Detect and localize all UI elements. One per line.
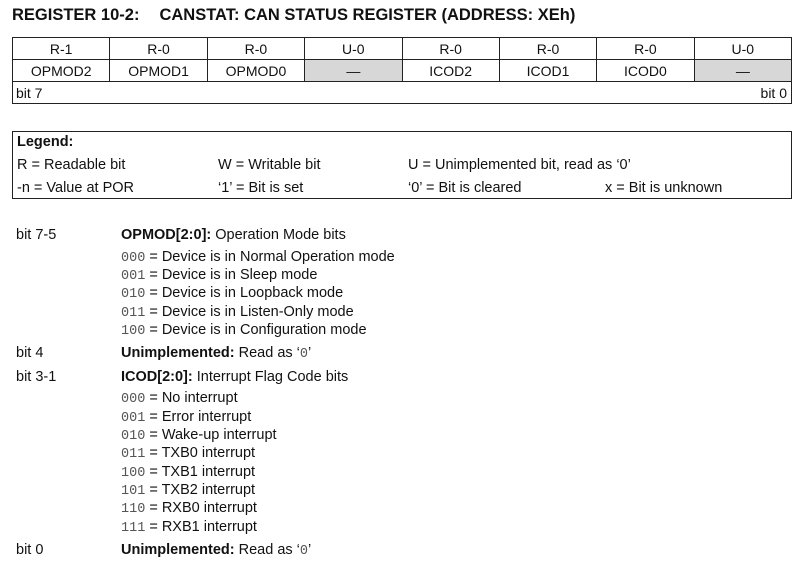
field-name: Unimplemented: [121, 345, 235, 361]
bit-name-cell-unimplemented: — [305, 60, 402, 82]
field-desc: Interrupt Flag Code bits [192, 369, 349, 385]
bit-high-label: bit 7 [16, 84, 43, 101]
legend-por: -n = Value at POR [17, 180, 134, 196]
legend-readable: R = Readable bit [17, 157, 126, 173]
field-name: OPMOD[2:0]: [121, 227, 212, 243]
bit-low-label: bit 0 [760, 84, 787, 101]
bit-label: bit 0 [16, 542, 44, 558]
access-cell: R-0 [207, 38, 304, 60]
bit-name-cell-unimplemented: — [694, 60, 791, 82]
bit-name-cell: ICOD2 [402, 60, 499, 82]
bit-label: bit 4 [16, 345, 44, 361]
register-bit-table [12, 37, 792, 104]
legend-header: Legend: [17, 134, 74, 150]
access-cell: U-0 [305, 38, 402, 60]
bit-name-cell: OPMOD0 [207, 60, 304, 82]
bit-name-row [13, 60, 792, 82]
register-title [12, 6, 575, 25]
register-name: CANSTAT: CAN STATUS REGISTER (ADDRESS: XEh) [159, 6, 576, 24]
bit-name-cell: OPMOD1 [110, 60, 207, 82]
access-cell: R-1 [13, 38, 110, 60]
bit-label: bit 3-1 [16, 369, 57, 385]
legend-writable: W = Writable bit [218, 157, 321, 173]
legend-unimplemented: U = Unimplemented bit, read as ‘0’ [408, 157, 631, 173]
field-name: ICOD[2:0]: [121, 369, 193, 385]
legend-box [12, 131, 792, 199]
bit-label: bit 7-5 [16, 227, 57, 243]
access-row [13, 38, 792, 60]
register-label: REGISTER 10-2: [12, 6, 140, 24]
bit-range-row [13, 82, 792, 104]
access-cell: R-0 [597, 38, 694, 60]
legend-unknown: x = Bit is unknown [605, 180, 723, 196]
legend-set: ‘1’ = Bit is set [218, 180, 304, 196]
bit-name-cell: ICOD0 [597, 60, 694, 82]
field-name: Unimplemented: [121, 542, 235, 558]
bit-range-cell [13, 82, 792, 104]
legend-cleared: ‘0’ = Bit is cleared [408, 180, 522, 196]
access-cell: R-0 [499, 38, 596, 60]
access-cell: R-0 [402, 38, 499, 60]
access-cell: U-0 [694, 38, 791, 60]
bit-name-cell: ICOD1 [499, 60, 596, 82]
bit-name-cell: OPMOD2 [13, 60, 110, 82]
field-desc: Operation Mode bits [211, 227, 346, 243]
access-cell: R-0 [110, 38, 207, 60]
